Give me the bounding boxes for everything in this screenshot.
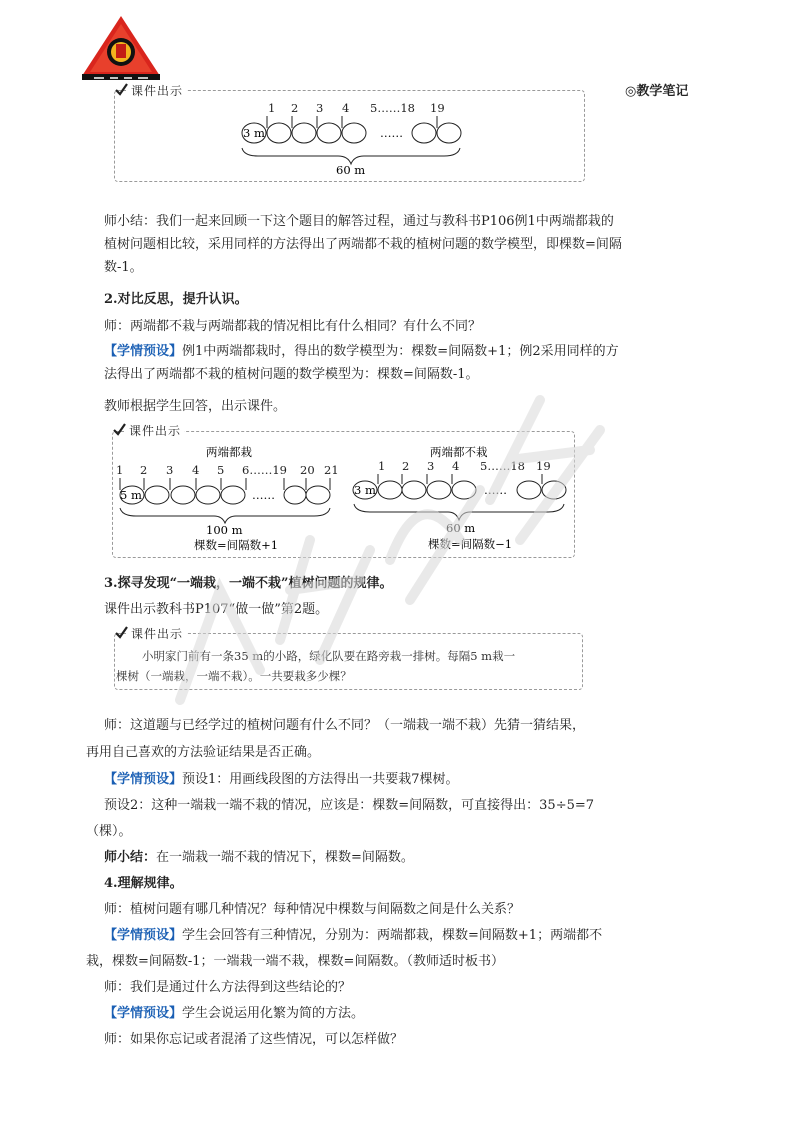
teacher-summary-paragraph: 师小结：我们一起来回顾一下这个题目的解答过程，通过与教科书P106例1中两端都栽的植树问题相比较，采用同样的方法得出了两端都不栽的植树问题的数学模型，即棵数=间隔数-1。 xyxy=(104,214,622,275)
interval-label: 5 m xyxy=(120,488,142,502)
tree-number: 5 xyxy=(217,463,225,477)
interval-label: 3 m xyxy=(354,483,376,497)
checkmark-icon xyxy=(114,82,128,96)
publisher-logo-icon xyxy=(80,14,162,84)
tree-diagram-both-ends-not-planted xyxy=(350,440,572,552)
student-preset-4 xyxy=(104,1002,364,1021)
tree-number: 2 xyxy=(402,459,410,473)
courseware-instruction: 课件出示教科书P107“做一做”第2题。 xyxy=(104,602,329,617)
preset-text: 例1中两端都栽时，得出的数学模型为：棵数=间隔数+1；例2采用同样的方法得出了两端都不栽的植树问题的数学模型为：棵数=间隔数-1。 xyxy=(104,344,619,382)
teacher-question: 师：我们是通过什么方法得到这些结论的？ xyxy=(104,980,352,995)
tree-number: 5……18 xyxy=(480,459,525,473)
teacher-action: 教师根据学生回答，出示课件。 xyxy=(104,399,287,414)
teacher-question: 师：两端都不栽与两端都栽的情况相比有什么相同？有什么不同？ xyxy=(104,319,482,334)
tree-number: 19 xyxy=(430,101,445,115)
tree-number: 20 xyxy=(300,463,315,477)
summary-label: 师小结： xyxy=(104,850,157,865)
checkmark-icon xyxy=(112,422,126,436)
interval-label: 3 m xyxy=(243,126,265,140)
preset-text: 预设1：用画线段图的方法得出一共要栽7棵树。 xyxy=(182,772,459,787)
diagram-title: 两端都栽 xyxy=(206,445,252,459)
student-preset-2: （棵）。 xyxy=(86,824,132,839)
tree-number: 3 xyxy=(166,463,174,477)
tree-number: 3 xyxy=(316,101,324,115)
tree-number: 1 xyxy=(116,463,124,477)
student-preset-2: 预设2：这种一端栽一端不栽的情况，应该是：棵数=间隔数，可直接得出：35÷5=7 xyxy=(104,798,595,813)
ellipsis: …… xyxy=(252,488,275,502)
teacher-question: 师：如果你忘记或者混淆了这些情况，可以怎样做？ xyxy=(104,1032,404,1047)
tree-number: 1 xyxy=(268,101,276,115)
student-preset-3 xyxy=(104,924,602,943)
diagram-title: 两端都不栽 xyxy=(430,445,488,459)
road-length-label: 60 m xyxy=(446,521,476,535)
student-preset-paragraph xyxy=(104,340,624,386)
preset-text: 学生会回答有三种情况，分别为：两端都栽，棵数=间隔数+1；两端都不 xyxy=(182,928,603,943)
tree-number: 3 xyxy=(427,459,435,473)
section-heading: 4.理解规律。 xyxy=(104,876,183,891)
road-length-label: 100 m xyxy=(206,523,243,537)
exercise-text-line: 小明家门前有一条35 m的小路，绿化队要在路旁栽一排树。每隔5 m栽一 xyxy=(142,649,516,663)
road-length-label: 60 m xyxy=(336,163,366,177)
ellipsis: …… xyxy=(484,483,507,497)
tree-number: 2 xyxy=(291,101,299,115)
tree-number: 5……18 xyxy=(370,101,415,115)
student-preset-1 xyxy=(104,768,459,787)
courseware-label: 课件出示 xyxy=(128,82,186,99)
student-preset-3: 栽，棵数=间隔数-1；一端栽一端不栽，棵数=间隔数。（教师适时板书） xyxy=(86,954,504,969)
courseware-label: 课件出示 xyxy=(128,625,186,642)
exercise-text-line: 棵树（一端栽，一端不栽）。一共要栽多少棵？ xyxy=(116,669,352,683)
preset-tag: 【学情预设】 xyxy=(104,772,183,787)
formula-label: 棵数=间隔数+1 xyxy=(194,538,279,552)
formula-label: 棵数=间隔数−1 xyxy=(428,537,513,551)
tree-number: 19 xyxy=(536,459,551,473)
tree-number: 4 xyxy=(452,459,460,473)
tree-number: 4 xyxy=(192,463,200,477)
section-heading: 2.对比反思，提升认识。 xyxy=(104,292,248,307)
tree-diagram-both-ends-not-planted xyxy=(238,98,468,178)
teaching-notes-label: ◎教学笔记 xyxy=(625,84,689,99)
preset-tag: 【学情预设】 xyxy=(104,344,183,359)
preset-tag: 【学情预设】 xyxy=(104,928,183,943)
teacher-question: 再用自己喜欢的方法验证结果是否正确。 xyxy=(86,745,321,760)
preset-text: 学生会说运用化繁为简的方法。 xyxy=(182,1006,365,1021)
tree-number: 21 xyxy=(324,463,339,477)
teacher-question: 师：植树问题有哪几种情况？每种情况中棵数与间隔数之间是什么关系？ xyxy=(104,902,521,917)
section-heading: 3.探寻发现“一端栽，一端不栽”植树问题的规律。 xyxy=(104,576,393,591)
teacher-summary xyxy=(104,846,414,865)
tree-number: 4 xyxy=(342,101,350,115)
checkmark-icon xyxy=(114,625,128,639)
tree-number: 2 xyxy=(140,463,148,477)
tree-diagram-both-ends-planted xyxy=(114,440,350,552)
ellipsis: …… xyxy=(380,126,403,140)
preset-tag: 【学情预设】 xyxy=(104,1006,183,1021)
tree-number: 1 xyxy=(378,459,386,473)
courseware-label: 课件出示 xyxy=(126,422,184,439)
tree-number: 6……19 xyxy=(242,463,287,477)
teacher-question: 师：这道题与已经学过的植树问题有什么不同？（一端栽一端不栽）先猜一猜结果， xyxy=(104,718,586,733)
summary-text: 在一端栽一端不栽的情况下，棵数=间隔数。 xyxy=(156,850,414,865)
